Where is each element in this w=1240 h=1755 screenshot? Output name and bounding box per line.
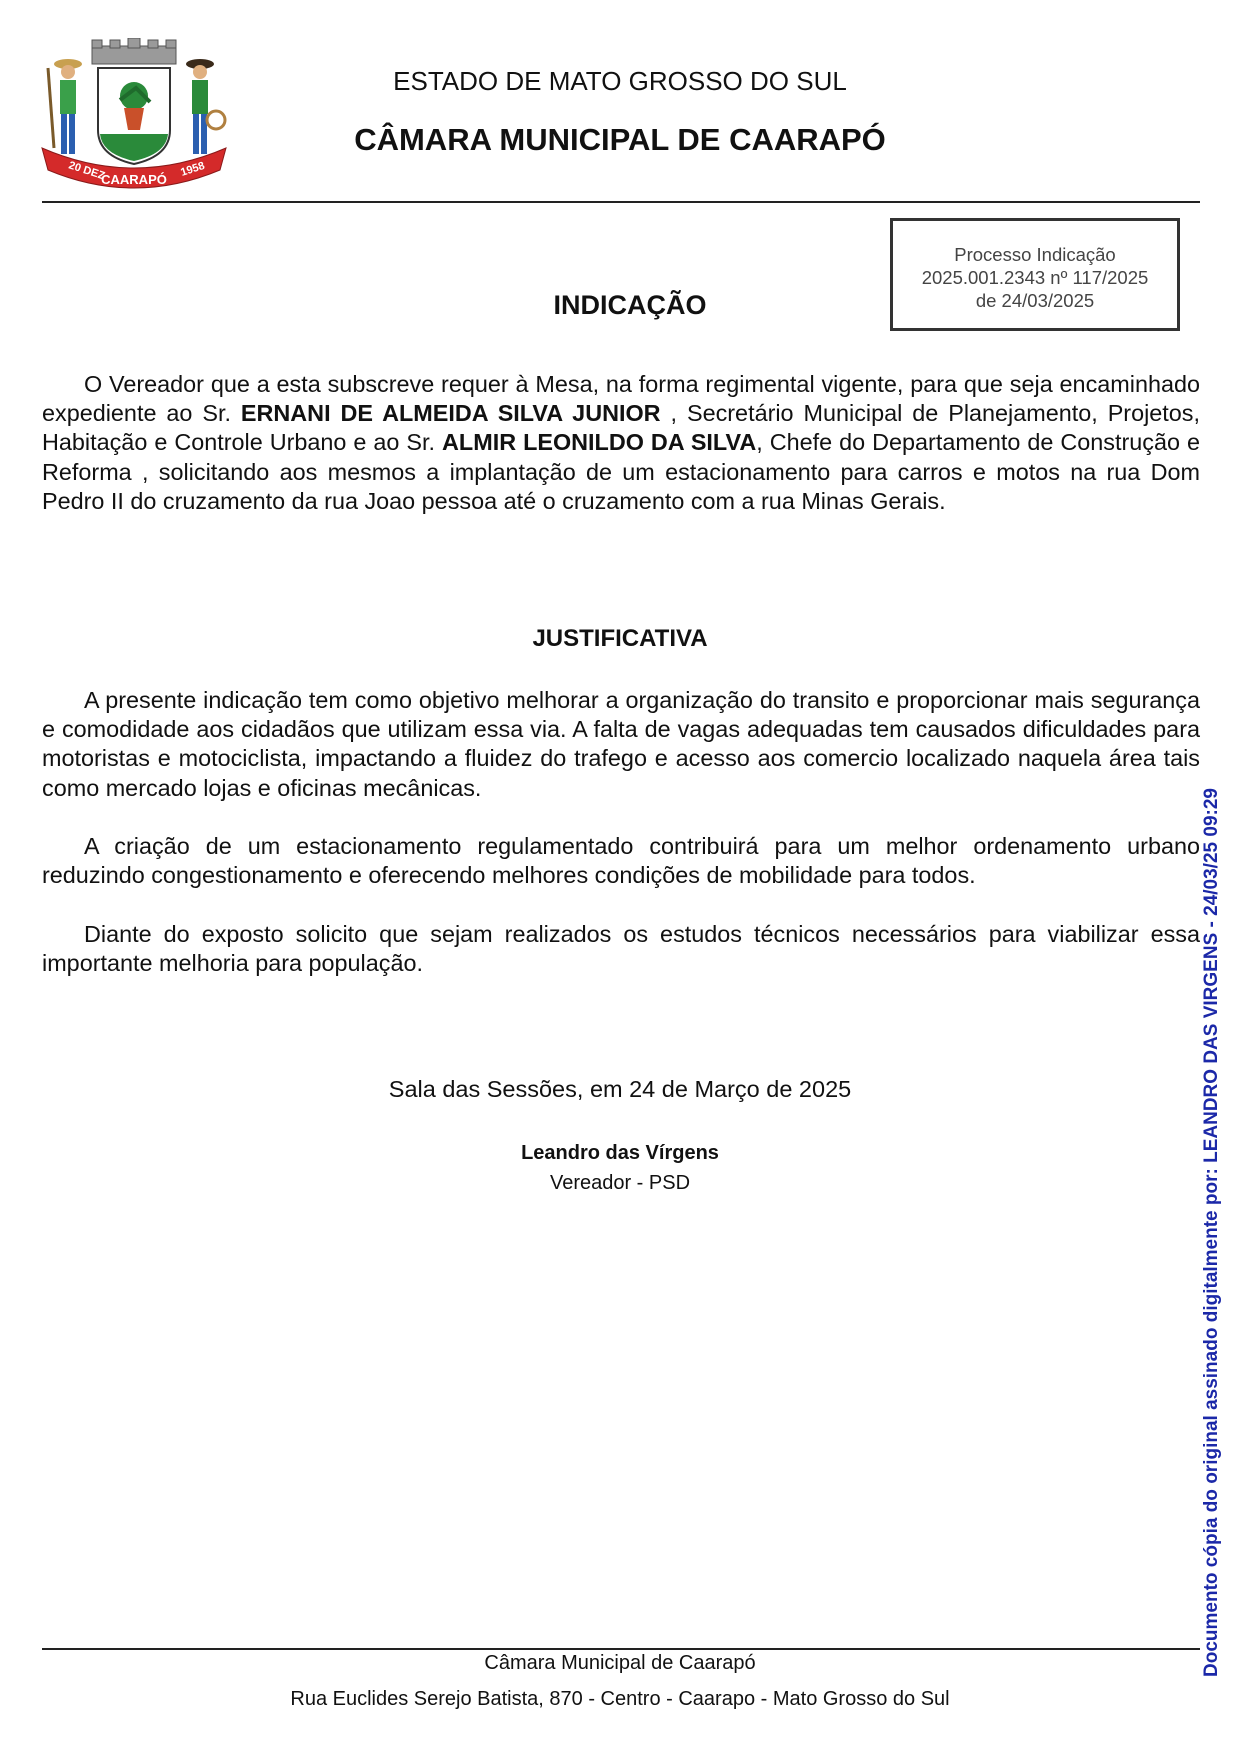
request-text-1: O Vereador que a esta subscreve requer à Mesa, na forma regimental vigente, para que seja encaminhado expediente ao Sr. (42, 371, 1200, 427)
signer-name: Leandro das Vírgens (521, 1142, 719, 1164)
justification-text-1: A presente indicação tem como objetivo melhorar a organização do transito e proporcionar mais segurança e comodidade aos cidadãos que utilizam essa via. A falta de vagas adequadas tem causados dificuldades para motoristas e motociclista, impactando a fluidez do trafego e acesso aos comercio localizado naquela área tais como mercado lojas e oficinas mecânicas. (42, 687, 1200, 801)
banner-left-text: 20 DEZ (67, 159, 107, 183)
justification-text-3: Diante do exposto solicito que sejam realizados os estudos técnicos necessários para viabilizar essa importante melhoria para população. (42, 921, 1200, 977)
justification-text-2: A criação de um estacionamento regulamentado contribuirá para um melhor ordenamento urbano reduzindo congestionamento e oferecendo melhores condições de mobilidade para todos. (42, 833, 1200, 889)
crown-icon (92, 38, 176, 64)
municipal-coat-of-arms-icon (40, 38, 228, 194)
justification-paragraph (42, 832, 1200, 890)
stamp-line-3: de 24/03/2025 (975, 290, 1095, 311)
place-date: Sala das Sessões, em 24 de Março de 2025 (388, 1076, 852, 1102)
protocol-stamp (890, 218, 1180, 331)
request-text-2: , Secretário Municipal de Planejamento, Projetos, Habitação e Controle Urbano e ao Sr. (42, 400, 1201, 456)
banner-right-text: 1958 (179, 159, 207, 179)
footer-address: Rua Euclides Serejo Batista, 870 - Centro - Caarapo - Mato Grosso do Sul (290, 1688, 950, 1710)
stamp-line-1: Processo Indicação (954, 244, 1116, 265)
request-paragraph (42, 370, 1200, 516)
banner-center-text: CAARAPÓ (101, 172, 167, 187)
footer-institution: Câmara Municipal de Caarapó (484, 1652, 756, 1674)
chamber-heading: CÂMARA MUNICIPAL DE CAARAPÓ (354, 122, 886, 157)
recipient-name-1: ERNANI DE ALMEIDA SILVA JUNIOR (240, 400, 661, 427)
right-supporter-icon (186, 59, 225, 154)
recipient-name-2: ALMIR LEONILDO DA SILVA (442, 429, 757, 456)
left-supporter-icon (48, 59, 82, 154)
request-text-3: , Chefe do Departamento de Construção e Reforma , solicitando aos mesmos a implantação de um estacionamento para carros e motos na rua Dom Pedro II do cruzamento da rua Joao pessoa até o cruzamento com a rua Minas Gerais. (42, 429, 1200, 514)
footer-divider (42, 1648, 1200, 1650)
justification-heading: JUSTIFICATIVA (532, 625, 708, 652)
document-title: INDICAÇÃO (553, 290, 707, 320)
digital-signature-note: Documento cópia do original assinado digitalmente por: LEANDRO DAS VIRGENS - 24/03/25 09:29 (1201, 788, 1222, 1677)
header-divider (42, 201, 1200, 203)
justification-paragraph (42, 920, 1200, 978)
stamp-line-2: 2025.001.2343 nº 117/2025 (921, 267, 1149, 288)
signer-role: Vereador - PSD (549, 1172, 691, 1194)
state-heading: ESTADO DE MATO GROSSO DO SUL (393, 66, 847, 96)
justification-paragraph (42, 686, 1200, 803)
